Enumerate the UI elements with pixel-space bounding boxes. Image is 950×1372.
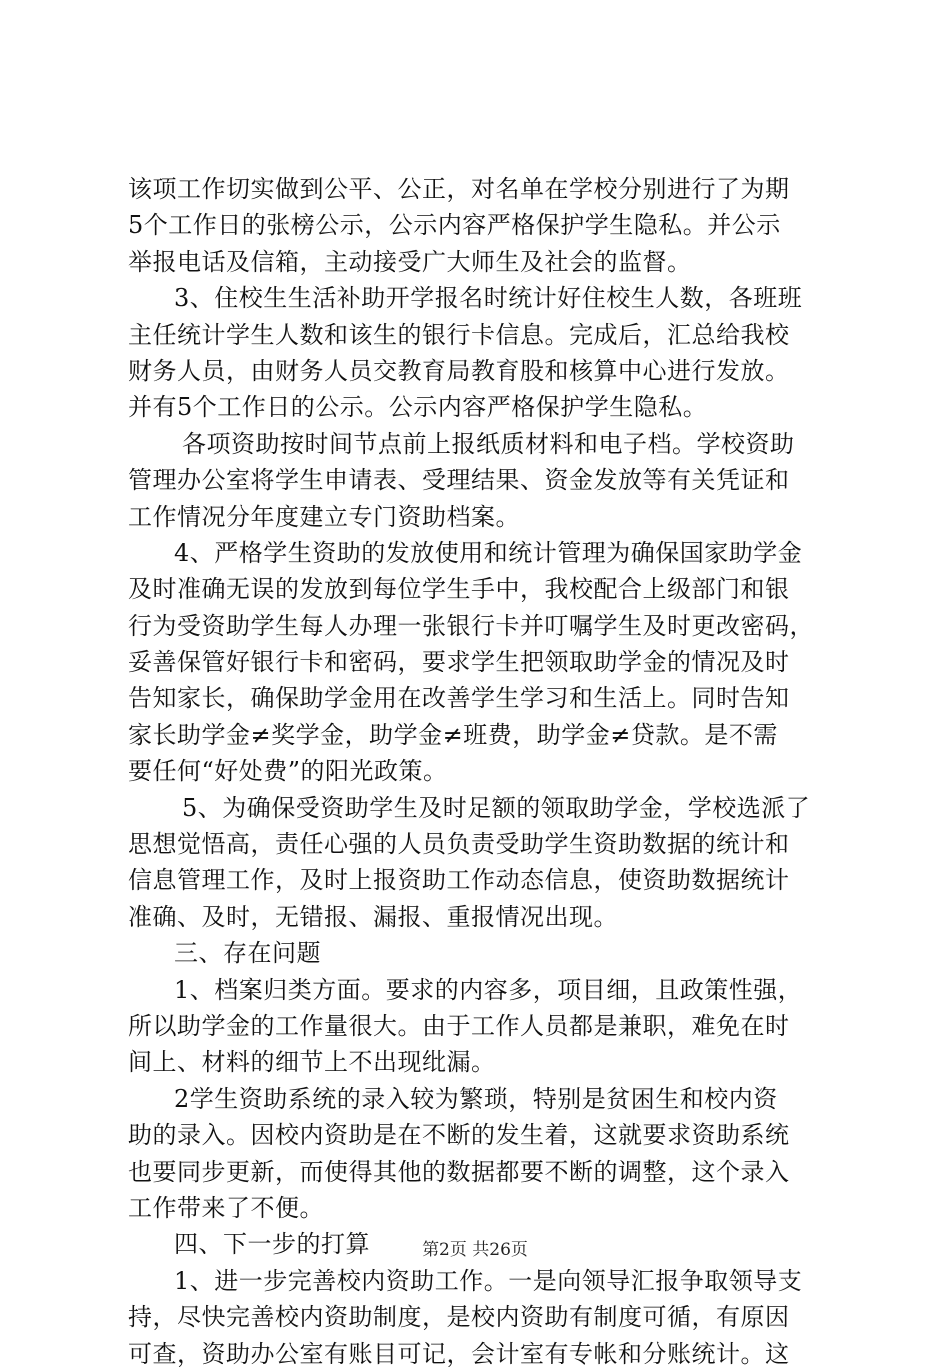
text-line: 思想觉悟高，责任心强的人员负责受助学生资助数据的统计和	[128, 830, 790, 859]
text-line: 5个工作日的张榜公示，公示内容严格保护学生隐私。并公示	[128, 211, 781, 240]
text-line: 管理办公室将学生申请表、受理结果、资金发放等有关凭证和	[128, 466, 790, 495]
text-line: 准确、及时，无错报、漏报、重报情况出现。	[128, 902, 618, 931]
text-line: 助的录入。因校内资助是在不断的发生着，这就要求资助系统	[128, 1121, 790, 1150]
text-line: 家长助学金≠奖学金，助学金≠班费，助学金≠贷款。是不需	[128, 720, 778, 749]
text-line: 持，尽快完善校内资助制度，是校内资助有制度可循，有原因	[128, 1303, 790, 1332]
text-line: 该项工作切实做到公平、公正，对名单在学校分别进行了为期	[128, 175, 790, 203]
text-line: 所以助学金的工作量很大。由于工作人员都是兼职，难免在时	[128, 1011, 790, 1040]
paragraph-start-line: 2学生资助系统的录入较为繁琐，特别是贫困生和校内资	[174, 1084, 778, 1113]
section-heading: 四、下一步的打算	[174, 1230, 370, 1259]
text-line: 行为受资助学生每人办理一张银行卡并叮嘱学生及时更改密码，	[128, 611, 814, 640]
paragraph-start-line: 3、住校生生活补助开学报名时统计好住校生人数，各班班	[174, 284, 803, 313]
text-line: 财务人员，由财务人员交教育局教育股和核算中心进行发放。	[128, 356, 790, 385]
paragraph-start-line: 各项资助按时间节点前上报纸质材料和电子档。学校资助	[182, 429, 795, 458]
text-line: 告知家长，确保助学金用在改善学生学习和生活上。同时告知	[128, 684, 790, 713]
text-line: 信息管理工作，及时上报资助工作动态信息，使资助数据统计	[128, 866, 790, 895]
text-line: 工作情况分年度建立专门资助档案。	[128, 502, 520, 531]
text-line: 可查，资助办公室有账目可记，会计室有专帐和分账统计。这	[128, 1339, 790, 1368]
text-line: 主任统计学生人数和该生的银行卡信息。完成后，汇总给我校	[128, 320, 790, 349]
text-line: 间上、材料的细节上不出现纰漏。	[128, 1048, 496, 1077]
text-line: 工作带来了不便。	[128, 1193, 324, 1222]
text-line: 并有5个工作日的公示。公示内容严格保护学生隐私。	[128, 393, 708, 422]
paragraph-start-line: 1、档案归类方面。要求的内容多，项目细，且政策性强，	[174, 975, 803, 1004]
paragraph-start-line: 5、为确保受资助学生及时足额的领取助学金，学校选派了	[182, 793, 811, 822]
text-line: 举报电话及信箱，主动接受广大师生及社会的监督。	[128, 247, 692, 276]
paragraph-start-line: 4、严格学生资助的发放使用和统计管理为确保国家助学金	[174, 538, 803, 567]
page-number-footer: 第2页 共26页	[422, 1240, 528, 1260]
text-line: 及时准确无误的发放到每位学生手中，我校配合上级部门和银	[128, 575, 790, 604]
text-line: 也要同步更新，而使得其他的数据都要不断的调整，这个录入	[128, 1157, 790, 1186]
text-line: 要任何“好处费”的阳光政策。	[128, 757, 448, 786]
text-line: 妥善保管好银行卡和密码，要求学生把领取助学金的情况及时	[128, 648, 790, 677]
document-body	[128, 171, 828, 1372]
section-heading: 三、存在问题	[174, 939, 321, 968]
paragraph-start-line: 1、进一步完善校内资助工作。一是向领导汇报争取领导支	[174, 1266, 803, 1295]
